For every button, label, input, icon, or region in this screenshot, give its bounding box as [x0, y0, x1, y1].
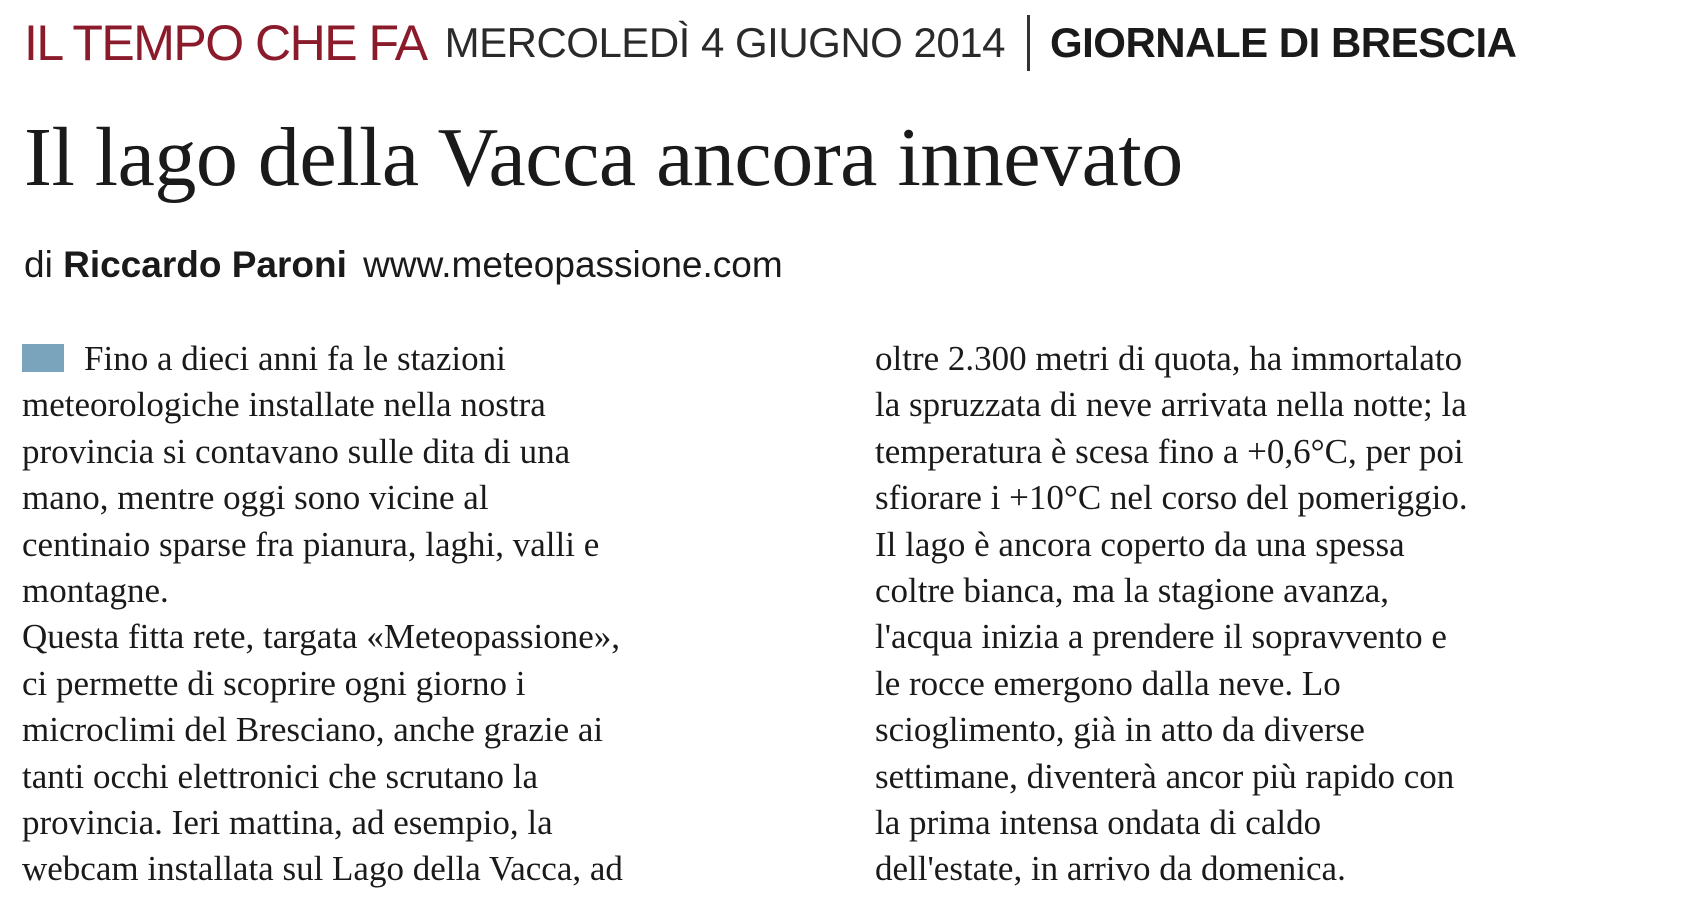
article-line: webcam installata sul Lago della Vacca, ad: [22, 849, 623, 889]
article-line: [22, 336, 822, 382]
article-column-right: [875, 336, 1675, 893]
article-line: montagne.: [22, 570, 169, 610]
author-name: Riccardo Paroni: [63, 244, 347, 285]
article-line: la spruzzata di neve arrivata nella notte; la: [875, 385, 1467, 425]
publication-date: MERCOLEDÌ 4 GIUGNO 2014: [444, 19, 1005, 66]
page-header: [24, 8, 1516, 78]
article-line: coltre bianca, ma la stagione avanza,: [875, 570, 1390, 610]
article-line: dell'estate, in arrivo da domenica.: [875, 849, 1346, 889]
article-line: tanti occhi elettronici che scrutano la: [22, 756, 539, 796]
byline-prefix: di: [24, 244, 53, 285]
article-line: Questa fitta rete, targata «Meteopassione»,: [22, 617, 621, 657]
article-line: la prima intensa ondata di caldo: [875, 802, 1322, 842]
lead-marker-square: [22, 344, 64, 372]
article-line: temperatura è scesa fino a +0,6°C, per poi: [875, 431, 1464, 471]
article-line: oltre 2.300 metri di quota, ha immortalato: [875, 339, 1463, 378]
article-line: provincia. Ieri mattina, ad esempio, la: [22, 802, 553, 842]
header-divider: [1027, 15, 1030, 71]
article-line: scioglimento, già in atto da diverse: [875, 710, 1365, 750]
article-line: mano, mentre oggi sono vicine al: [22, 478, 489, 518]
article-line: provincia si contavano sulle dita di una: [22, 431, 571, 471]
article-line: ci permette di scoprire ogni giorno i: [22, 663, 526, 703]
article-line-text: Fino a dieci anni fa le stazioni: [84, 339, 506, 378]
section-title: IL TEMPO CHE FA: [24, 15, 427, 71]
article-line: sfiorare i +10°C nel corso del pomeriggio.: [875, 478, 1468, 518]
article-headline: Il lago della Vacca ancora innevato: [24, 111, 1183, 204]
article-column-left: [22, 336, 822, 893]
article-line: settimane, diventerà ancor più rapido con: [875, 756, 1455, 796]
article-line: Il lago è ancora coperto da una spessa: [875, 524, 1405, 564]
article-line: centinaio sparse fra pianura, laghi, valli e: [22, 524, 600, 564]
article-line: le rocce emergono dalla neve. Lo: [875, 663, 1341, 703]
article-line: microclimi del Bresciano, anche grazie ai: [22, 710, 604, 750]
newspaper-name: GIORNALE DI BRESCIA: [1049, 19, 1517, 66]
article-line: l'acqua inizia a prendere il sopravvento e: [875, 617, 1447, 657]
article-line: meteorologiche installate nella nostra: [22, 385, 546, 425]
byline: [24, 240, 783, 290]
author-website: www.meteopassione.com: [363, 244, 783, 285]
